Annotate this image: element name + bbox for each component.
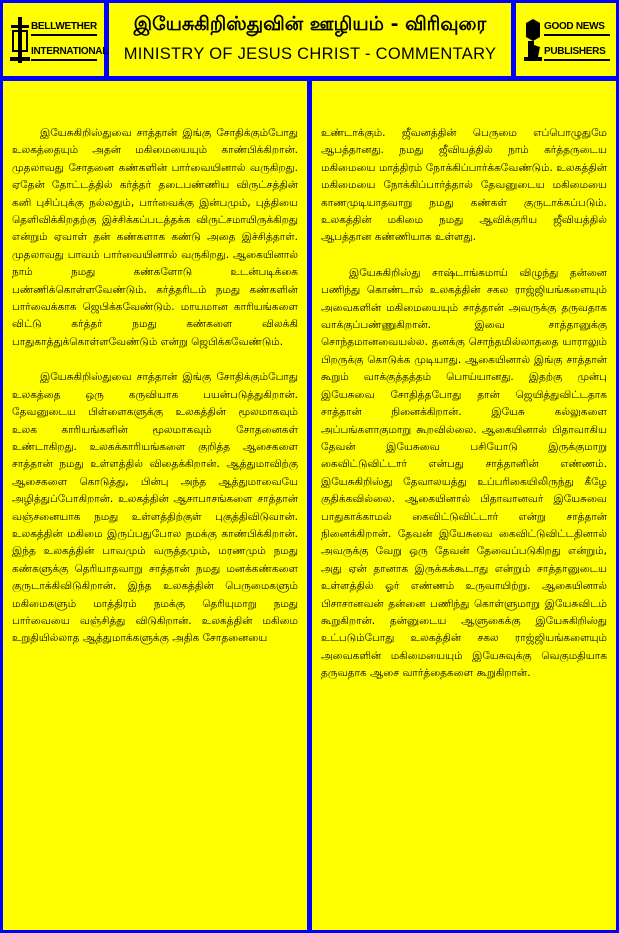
logo-line-2: INTERNATIONAL [31,46,109,57]
page-title-tamil: இயேசுகிறிஸ்துவின் ஊழியம் - விரிவுரை [133,13,487,35]
good-news-logo [520,15,613,65]
publisher-logo-panel-right [516,3,616,76]
text-column-right [312,81,616,930]
logo-underline [544,34,610,36]
text-column-left [3,81,307,930]
column-body [12,125,298,666]
logo-line-2: PUBLISHERS [544,46,606,57]
logo-underline [31,59,97,61]
logo-underline [544,59,610,61]
page-title-english: MINISTRY OF JESUS CHRIST - COMMENTARY [123,45,497,63]
paragraph: உண்டாக்கும். ஜீவனத்தின் பெருமை எப்பொழுதுமே ஆபத்தானது. நமது ஜீவியத்தில் நாம் கர்த்தருடைய மகிமையை மாத்திரம் நோக்கிப்பார்க்கவேண்டும். உலகத்தின் மகிமையை நோக்கிப்பார்த்தால் தேவனுடைய மகிமையை காணமுடியாதவாறு நமது கண்கள் குருடாக்கப்படும். உலகத்தின் மகிமை நமது ஆவிக்குரிய ஜீவியத்தில் ஆபத்தான கண்ணியாக உள்ளது. [321,127,607,244]
publisher-logo-panel [3,3,109,76]
gate-icon [9,17,31,63]
bellwether-logo [7,15,109,65]
logo-underline [31,34,97,36]
column-body [321,125,607,701]
logo-line-1: GOOD NEWS [544,21,605,32]
title-panel [109,3,511,76]
paragraph: இயேசுகிறிஸ்துவை சாத்தான் இங்கு சோதிக்கும்போது உலகத்தையும் அதன் மகிமையையும் காண்பிக்கிறான். முதலாவது சோதனை கண்களின் பார்வையினால் வருகிறது. ஏதேன் தோட்டத்தில் கர்த்தர் தடைபண்ணிய விருட்சத்தின் கனி புசிப்புக்கு நல்லதும், பார்வைக்கு இன்பமும், புத்தியை தெளிவிக்கிறதற்கு இச்சிக்கப்படத்தக்க விருட்சமாயிருக்கிறது என்றும் ஏவாள் தன் கண்களாக கண்டு அதை இச்சித்தாள். முதலாவது பாவம் பார்வையினால் வருகிறது. ஆகையினால் நாம் நமது கண்களோடு உடன்படிக்கை பண்ணிக்கொள்ளவேண்டும். கர்த்தரிடம் நமது கண்களின் பார்வைக்காக ஜெபிக்கவேண்டும். மாயமான காரியங்களை விட்டு கர்த்தர் நமது கண்களை விலக்கி பாதுகாத்துக்கொள்ளவேண்டும் என்று ஜெபிக்கவேண்டும். [12,127,298,348]
hand-book-icon [522,17,544,63]
paragraph: இயேசுகிறிஸ்து சாஷ்டாங்கமாய் விழுந்து தன்னை பணிந்து கொண்டால் உலகத்தின் சகல ராஜ்ஜியங்களையும் அவைகளின் மகிமையையும் சாத்தான் அவருக்கு தருவதாக வாக்குப்பண்ணுகிறான். இவை சாத்தானுக்கு சொந்தமானவையல்ல. தனக்கு சொந்தமில்லாததை யாராலும் பிறருக்கு கொடுக்க முடியாது. ஆகையினால் இங்கு சாத்தான் கூறும் வாக்குத்தத்தம் பொய்யானது. இதற்கு முன்பு இயேசுவை சோதித்தபோது தான் ஜெயித்துவிட்டதாக சாத்தான் நினைக்கிறான். இயேசு கல்லுகளை அப்பங்களாகுமாறு கூறவில்லை. ஆகையினால் பிதாவாகிய தேவன் இயேசுவை பசியோடு இருக்குமாறு கைவிட்டுவிட்டார் என்பது சாத்தானின் எண்ணம். இயேசுகிறிஸ்து தேவாலயத்து உப்பரிகையிலிருந்து கீழே குதிக்கவில்லை. ஆகையினால் பிதாவானவர் இயேசுவை பாதுகாக்காமல் கைவிட்டுவிட்டார் என்று சாத்தான் நினைக்கிறான். தேவன் இயேசுவை கைவிட்டுவிட்டதினால் அவருக்கு வேறு ஒரு தேவன் தேவைப்படுகிறது என்றும், அது ஏன் தானாக இருக்கக்கூடாது என்றும் சாத்தானுடைய உள்ளத்தில் ஓர் எண்ணம் உருவாயிற்று. ஆகையினால் பிசாசானவன் தன்னை பணிந்து கொள்ளுமாறு இயேசுவிடம் கூறுகிறான். தன்னுடைய ஆளுகைக்கு இயேசுகிறிஸ்து உட்படும்போது உலகத்தின் சகல ராஜ்ஜியங்களையும் அவைகளின் மகிமையையும் இயேசுவுக்கு வெகுமதியாக தருவதாக ஆசை வார்த்தைகளை கூறுகிறான். [321,266,607,680]
paragraph: இயேசுகிறிஸ்துவை சாத்தான் இங்கு சோதிக்கும்போது உலகத்தை ஒரு கருவியாக பயன்படுத்துகிறான். தேவனுடைய பிள்ளைகளுக்கு உலகத்தின் மூலமாகவும் உலக காரியங்களின் மூலமாகவும் சோதனைகள் உண்டாகிறது. உலகக்காரியங்களை குறித்த ஆசைகளை சாத்தான் நமது உள்ளத்தில் விதைக்கிறான். ஆத்துமாவிற்கு ஆசைகளை கொடுத்து, பின்பு அந்த ஆத்துமாவையே அழித்துப்போகிறான். உலகத்தின் ஆசாபாசங்களை சாத்தான் வஞ்சனையாக நமது உள்ளத்திற்குள் புகுத்திவிடுவான். உலகத்தின் மகிமை இருப்பதுபோல நமக்கு காண்பிக்கிறான். இந்த உலகத்தின் பாவமும் வருத்தமும், மரணமும் நமது கண்களுக்கு தெரியாதவாறு சாத்தான் நமது மனக்கண்களை குருடாக்கிவிடுகிறான். இந்த உலகத்தின் பெருமைகளும் மகிமைகளும் மாத்திரம் நமக்கு தெரியுமாறு நமது பார்வையை வஞ்சித்து விடுகிறான். உலகத்தின் மகிமை உறுதியில்லாத ஆத்துமாக்களுக்கு அதிக சோதனையை [12,371,298,645]
logo-line-1: BELLWETHER [31,21,97,32]
